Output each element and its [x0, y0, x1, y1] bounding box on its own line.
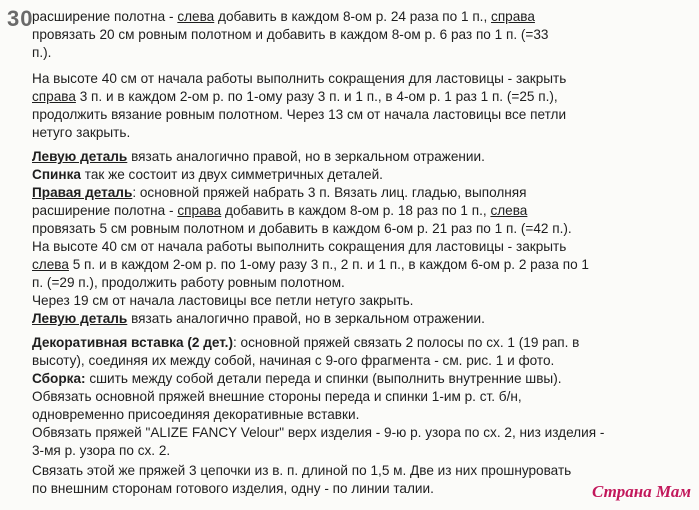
text-span: провязать 5 см ровным полотном и добавить в каждом 6-ом р. 21 раз по 1 п. (=42 п.).: [32, 221, 572, 236]
text-line: [32, 406, 359, 423]
text-span: Связать этой же пряжей 3 цепочки из в. п. длиной по 1,5 м. Две из них прошнуровать: [32, 463, 572, 478]
text-line: [32, 220, 572, 237]
text-span: 5 п. и в каждом 2-ом р. по 1-ому разу 3 п., 2 п. и 1 п., в каждом 6-ом р. 2 раза по 1: [68, 257, 589, 272]
text-span: нетугo закрыть.: [32, 125, 131, 140]
underlined-text: слева: [32, 257, 69, 272]
text-line: [32, 370, 562, 387]
text-span: п. (=29 п.), продолжить работу ровным полотном.: [32, 275, 345, 290]
text-line: [32, 148, 485, 165]
text-span: п.).: [32, 45, 52, 60]
text-line: [32, 334, 579, 351]
text-span: Через 19 см от начала ластовицы все петли нетугo закрыть.: [32, 293, 414, 308]
text-line: [32, 256, 589, 273]
text-line: [32, 310, 485, 327]
text-line: [32, 70, 566, 87]
text-span: : основной пряжей набрать 3 п. Вязать лиц. гладью, выполняя: [132, 185, 527, 200]
text-line: [32, 124, 130, 141]
text-span: Обвязать пряжей "ALIZE FANCY Velour" верх изделия - 9-ю р. узора по сх. 2, низ изделия -: [32, 425, 605, 440]
page-number: 30: [7, 6, 34, 31]
text-span: добавить в каждом 8-ом р. 24 раза по 1 п.,: [214, 9, 492, 24]
text-span: расширение полотна -: [32, 203, 178, 218]
text-span: одновременно присоединяя декоративные вставки.: [32, 407, 360, 422]
text-line: [32, 8, 535, 25]
text-span: добавить в каждом 8-ом р. 18 раз по 1 п.,: [221, 203, 491, 218]
text-span: провязать 20 см ровным полотном и добавить в каждом 8-ом р. 6 раз по 1 п. (=33: [32, 27, 549, 42]
underlined-text: Правая деталь: [32, 185, 133, 200]
text-line: [32, 292, 413, 309]
text-line: [32, 274, 345, 291]
text-line: [32, 184, 527, 201]
text-line: [32, 26, 548, 43]
underlined-text: справа: [177, 203, 222, 218]
underlined-text: справа: [491, 9, 535, 24]
site-watermark: Страна Мам: [591, 482, 691, 501]
text-line: [32, 166, 383, 183]
text-span: продолжить вязание ровным полотном. Через 13 см от начала ластовицы все петли: [32, 107, 567, 122]
underlined-text: Левую деталь: [32, 149, 128, 164]
text-line: [32, 202, 527, 219]
underlined-text: слева: [490, 203, 528, 218]
text-span: 3 п. и в каждом 2-ом р. по 1-ому разу 3 п. и 1 п., в 4-ом р. 1 раз 1 п. (=25 п.),: [75, 89, 558, 104]
text-line: [32, 388, 522, 405]
underlined-text: слева: [177, 9, 215, 24]
text-line: [32, 424, 604, 441]
bold-text: Спинка: [32, 167, 81, 182]
text-line: [32, 44, 51, 61]
text-span: расширение полотна -: [32, 9, 178, 24]
underlined-text: Левую деталь: [32, 311, 128, 326]
text-line: [32, 442, 170, 459]
text-line: [32, 106, 566, 123]
text-span: сшить между собой детали переда и спинки (выполнить внутренние швы).: [85, 371, 562, 386]
underlined-text: справа: [32, 89, 76, 104]
text-span: высоту), соединяя их между собой, начиная с 9-ого фрагмента - см. рис. 1 и фото.: [32, 353, 555, 368]
text-span: так же состоит из двух симметричных деталей.: [80, 167, 383, 182]
text-span: вязать аналогично правой, но в зеркальном отражении.: [127, 311, 485, 326]
text-span: вязать аналогично правой, но в зеркальном отражении.: [127, 149, 485, 164]
text-span: На высоте 40 см от начала работы выполнить сокращения для ластовицы - закрыть: [32, 71, 567, 86]
bold-text: Декоративная вставка (2 дет.): [32, 335, 233, 350]
text-line: [32, 352, 554, 369]
text-span: На высоте 40 см от начала работы выполнить сокращения для ластовицы - закрыть: [32, 239, 567, 254]
text-span: : основной пряжей связать 2 полосы по сх. 1 (19 рап. в: [233, 335, 580, 350]
text-line: [32, 480, 434, 497]
text-span: 3-мя р. узора по сх. 2.: [32, 443, 171, 458]
text-line: [32, 238, 566, 255]
text-span: Обвязать основной пряжей внешние стороны переда и спинки 1-им р. ст. б/н,: [32, 389, 522, 404]
text-span: по внешним сторонам готового изделия, одну - по линии талии.: [32, 481, 434, 496]
text-line: [32, 462, 571, 479]
bold-text: Сборка:: [32, 371, 86, 386]
text-line: [32, 88, 558, 105]
